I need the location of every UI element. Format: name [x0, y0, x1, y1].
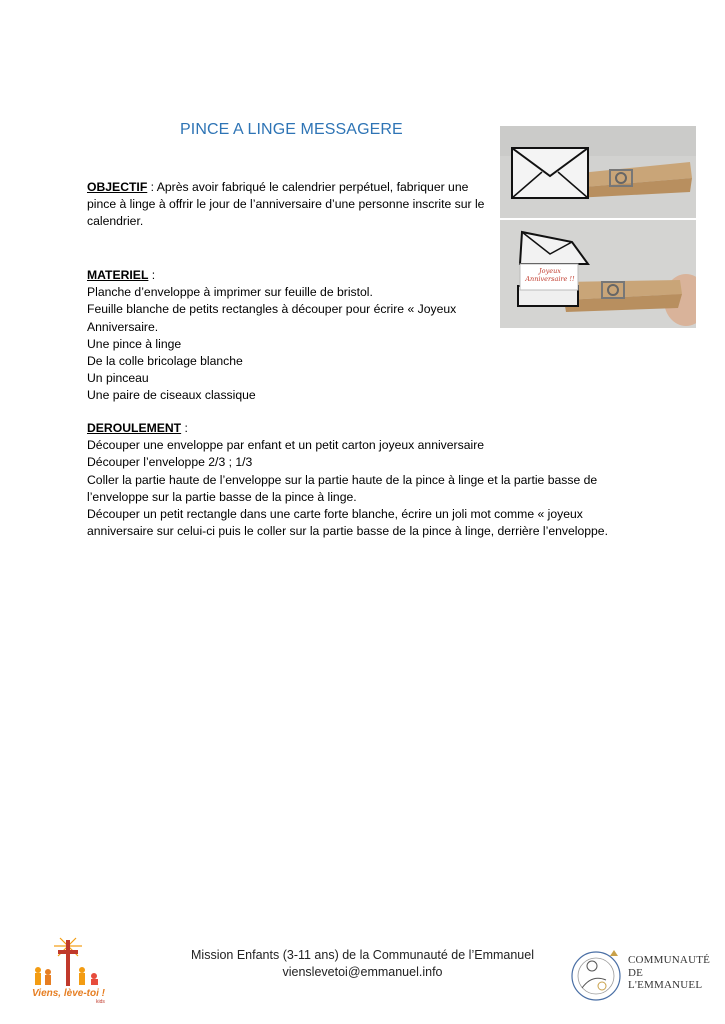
materiel-item: Feuille blanche de petits rectangles à découper pour écrire « Joyeux Anniversaire.: [87, 302, 457, 334]
objectif-text: : Après avoir fabriqué le calendrier perpétuel, fabriquer une pince à linge à offrir le jour de l’anniversaire d’une personne inscrite sur le calendrier.: [87, 180, 485, 229]
card-text: Joyeux Anniversaire !!: [525, 267, 575, 283]
deroulement-suffix: :: [181, 421, 188, 435]
objectif-label: OBJECTIF: [87, 180, 148, 194]
materiel-item: Une pince à linge: [87, 336, 182, 351]
materiel-item: Une paire de ciseaux classique: [87, 388, 256, 403]
viens-leve-toi-logo: [30, 936, 114, 1006]
deroulement-item: Coller la partie haute de l’enveloppe sur la partie haute de la pince à linge et la partie basse de l’enveloppe sur la partie basse de la pince à linge.: [87, 472, 598, 504]
deroulement-item: Découper un petit rectangle dans une carte forte blanche, écrire un joli mot comme « joyeux anniversaire sur celui-ci puis le coller sur la partie basse de la pince à linge, derrière l’enveloppe.: [87, 507, 608, 539]
clothespin-envelope-image: [500, 126, 696, 218]
logo-right-line2: DE L'EMMANUEL: [628, 967, 703, 991]
footer-email: viensleveto​i@emmanuel.info: [282, 965, 443, 979]
document-title: PINCE A LINGE MESSAGERE: [180, 121, 403, 138]
deroulement-item: Découper une enveloppe par enfant et un petit carton joyeux anniversaire: [87, 438, 485, 453]
materiel-item: Un pinceau: [87, 371, 149, 386]
emmanuel-emblem-icon: [566, 944, 626, 1008]
clothespin-photo-1: [500, 126, 696, 218]
objectif-section: [87, 179, 487, 231]
footer-mission: Mission Enfants (3-11 ans) de la Communauté de l’Emmanuel: [191, 948, 534, 962]
communaute-emmanuel-logo: [566, 944, 716, 1008]
materiel-item: De la colle bricolage blanche: [87, 354, 243, 369]
materiel-suffix: :: [148, 268, 156, 282]
materiel-label: MATERIEL: [87, 268, 149, 282]
deroulement-item: Découper l’enveloppe 2/3 ; 1/3: [87, 455, 253, 470]
logo-left-text: Viens, lève-toi !: [32, 988, 105, 999]
logo-left-sub: kids: [96, 999, 105, 1005]
clothespin-photo-2: [500, 220, 696, 328]
deroulement-section: [87, 420, 622, 540]
materiel-item: Planche d’enveloppe à imprimer sur feuille de bristol.: [87, 285, 373, 300]
materiel-section: [87, 267, 487, 405]
logo-right-line1: COMMUNAUTÉ: [628, 954, 711, 966]
cross-children-icon: [30, 936, 114, 992]
deroulement-label: DEROULEMENT: [87, 421, 182, 435]
